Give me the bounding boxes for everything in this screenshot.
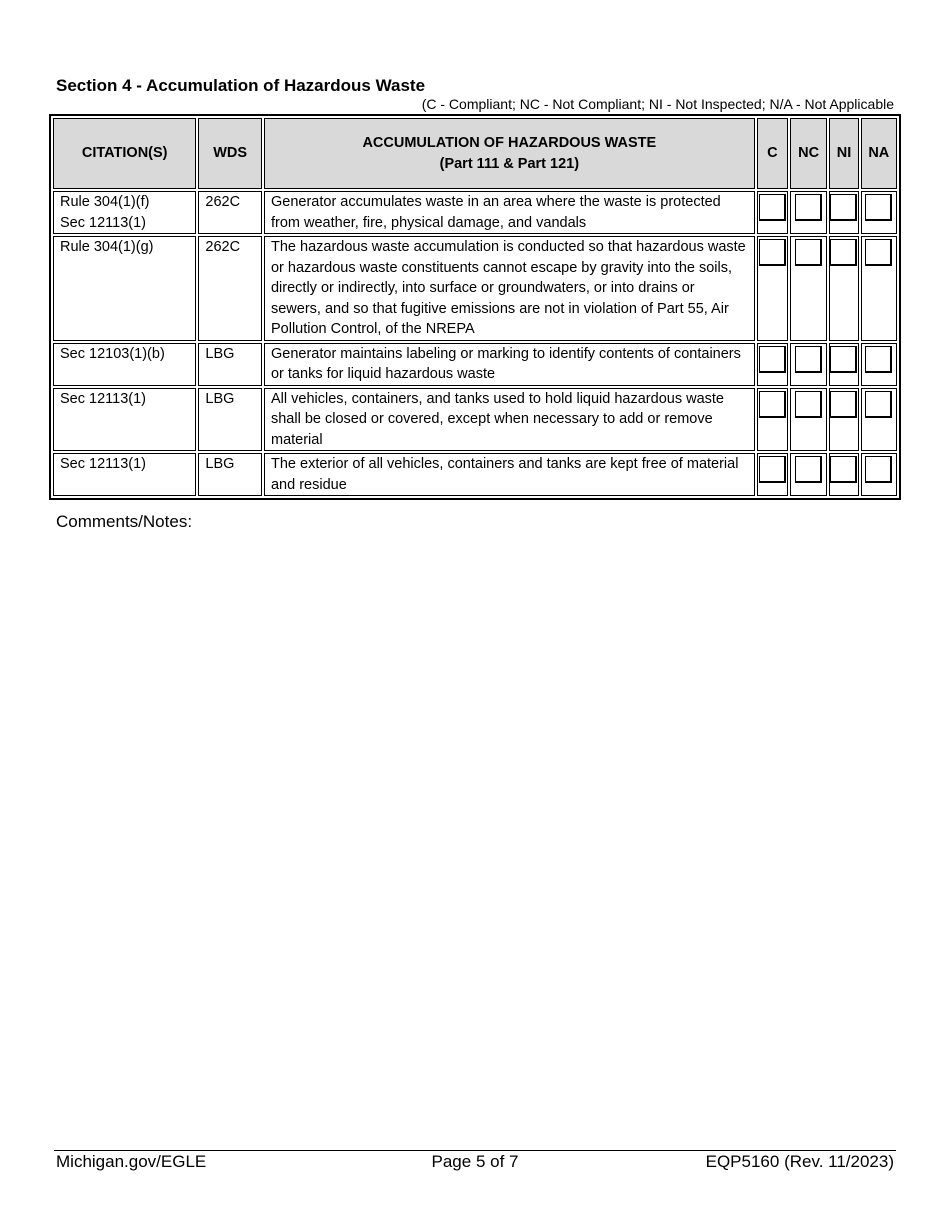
footer-page-number: Page 5 of 7 — [431, 1152, 519, 1171]
not-compliant-checkbox[interactable] — [795, 456, 822, 483]
not-compliant-checkbox[interactable] — [795, 239, 822, 266]
compliant-checkbox[interactable] — [759, 239, 786, 266]
compliant-checkbox[interactable] — [759, 456, 786, 483]
footer-divider — [54, 1150, 896, 1151]
header-description — [264, 118, 755, 189]
not-inspected-checkbox[interactable] — [830, 391, 857, 418]
not-applicable-checkbox[interactable] — [865, 391, 892, 418]
description-cell: Generator accumulates waste in an area where the waste is protected from weather, fire, physical damage, and vandals — [264, 191, 755, 234]
c-cell — [757, 343, 788, 386]
citation-cell — [53, 191, 196, 234]
table-row — [53, 191, 897, 234]
wds-cell: 262C — [198, 236, 262, 341]
nc-cell — [790, 236, 827, 341]
not-inspected-checkbox[interactable] — [830, 194, 857, 221]
ni-cell — [829, 388, 858, 452]
not-applicable-checkbox[interactable] — [865, 456, 892, 483]
compliant-checkbox[interactable] — [759, 194, 786, 221]
description-cell: All vehicles, containers, and tanks used to hold liquid hazardous waste shall be closed or covered, except when necessary to add or remove material — [264, 388, 755, 452]
header-citation: CITATION(S) — [53, 118, 196, 189]
footer-form-id: EQP5160 (Rev. 11/2023) — [705, 1152, 894, 1171]
table-header-row — [53, 118, 897, 189]
not-inspected-checkbox[interactable] — [830, 239, 857, 266]
ni-cell — [829, 191, 858, 234]
not-applicable-checkbox[interactable] — [865, 346, 892, 373]
table-row — [53, 388, 897, 452]
section-title: Section 4 - Accumulation of Hazardous Waste — [56, 76, 426, 95]
not-applicable-checkbox[interactable] — [865, 194, 892, 221]
not-inspected-checkbox[interactable] — [830, 346, 857, 373]
not-applicable-checkbox[interactable] — [865, 239, 892, 266]
citation-cell — [53, 453, 196, 496]
ni-cell — [829, 236, 858, 341]
compliant-checkbox[interactable] — [759, 346, 786, 373]
header-not-applicable: NA — [861, 118, 897, 189]
na-cell — [861, 388, 897, 452]
citation-cell — [53, 236, 196, 341]
comments-notes-label: Comments/Notes: — [56, 512, 193, 531]
wds-cell: LBG — [198, 453, 262, 496]
not-compliant-checkbox[interactable] — [795, 194, 822, 221]
nc-cell — [790, 343, 827, 386]
c-cell — [757, 236, 788, 341]
wds-cell: LBG — [198, 388, 262, 452]
header-compliant: C — [757, 118, 788, 189]
wds-cell: 262C — [198, 191, 262, 234]
not-inspected-checkbox[interactable] — [830, 456, 857, 483]
na-cell — [861, 236, 897, 341]
citation-cell — [53, 343, 196, 386]
citation-text: Sec 12113(1) — [60, 390, 146, 407]
nc-cell — [790, 453, 827, 496]
c-cell — [757, 191, 788, 234]
table-row — [53, 236, 897, 341]
ni-cell — [829, 343, 858, 386]
description-cell: The exterior of all vehicles, containers and tanks are kept free of material and residue — [264, 453, 755, 496]
c-cell — [757, 453, 788, 496]
citation-text: Sec 12103(1)(b) — [60, 345, 165, 362]
citation-cell — [53, 388, 196, 452]
na-cell — [861, 191, 897, 234]
ni-cell — [829, 453, 858, 496]
not-compliant-checkbox[interactable] — [795, 391, 822, 418]
na-cell — [861, 343, 897, 386]
not-compliant-checkbox[interactable] — [795, 346, 822, 373]
description-cell: Generator maintains labeling or marking to identify contents of containers or tanks for liquid hazardous waste — [264, 343, 755, 386]
header-description-title: ACCUMULATION OF HAZARDOUS WASTE — [362, 135, 657, 151]
status-legend: (C - Compliant; NC - Not Compliant; NI - Not Inspected; N/A - Not Applicable — [421, 96, 894, 112]
header-description-subtitle: (Part 111 & Part 121) — [439, 155, 580, 172]
citation-text: Rule 304(1)(f) — [60, 194, 150, 210]
citation-text: Rule 304(1)(g) — [60, 239, 154, 255]
header-not-inspected: NI — [829, 118, 858, 189]
header-wds: WDS — [198, 118, 262, 189]
citation-text: Sec 12113(1) — [60, 214, 146, 231]
description-cell: The hazardous waste accumulation is conducted so that hazardous waste or hazardous waste constituents cannot escape by gravity into the soils, directly or indirectly, into surface or groundwaters, or into drains or sewers, and so that fugitive emissions are not in violation of Part 55, Air Pollution Control, of the NREPA — [264, 236, 755, 341]
accumulation-checklist-table — [49, 114, 901, 500]
citation-text: Sec 12113(1) — [60, 456, 146, 472]
table-row — [53, 453, 897, 496]
compliant-checkbox[interactable] — [759, 391, 786, 418]
c-cell — [757, 388, 788, 452]
header-not-compliant: NC — [790, 118, 827, 189]
table-row — [53, 343, 897, 386]
nc-cell — [790, 388, 827, 452]
footer-website: Michigan.gov/EGLE — [56, 1152, 207, 1171]
na-cell — [861, 453, 897, 496]
nc-cell — [790, 191, 827, 234]
wds-cell: LBG — [198, 343, 262, 386]
